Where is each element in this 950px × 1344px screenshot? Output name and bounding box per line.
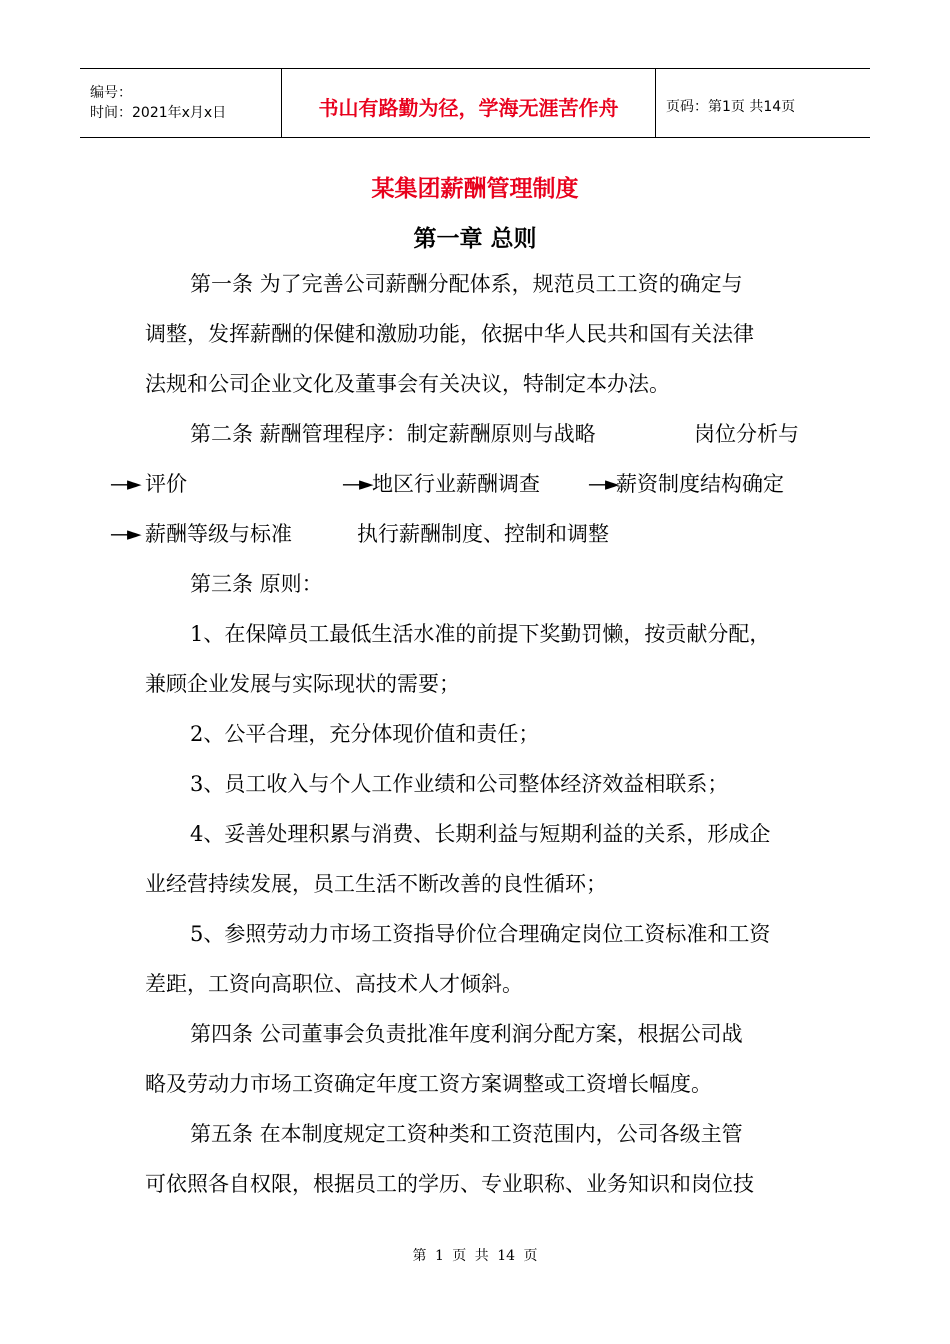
article3-p5-line1: 5、参照劳动力市场工资指导价位合理确定岗位工资标准和工资: [190, 922, 771, 946]
header-meta-cell: [80, 69, 282, 137]
article4-line1: 第四条 公司董事会负责批准年度利润分配方案，根据公司战: [190, 1022, 743, 1046]
article1-line1: 第一条 为了完善公司薪酬分配体系，规范员工工资的确定与: [190, 272, 743, 296]
process-step-execute: 执行薪酬制度、控制和调整: [357, 522, 609, 546]
process-step-job-analysis: 岗位分析与: [694, 422, 799, 446]
document-number-label: 编号：: [90, 85, 132, 101]
header-page-label: 页码：第1页 共14页: [666, 99, 796, 115]
header-motto-cell: [282, 69, 656, 137]
article2-intro: 第二条 薪酬管理程序：制定薪酬原则与战略: [190, 422, 596, 446]
article4-line2: 略及劳动力市场工资确定年度工资方案调整或工资增长幅度。: [145, 1072, 712, 1096]
process-step-survey: 地区行业薪酬调查: [372, 472, 540, 496]
article3-heading: 第三条 原则：: [190, 572, 323, 596]
page-footer: 第 1 页 共 14 页: [412, 1248, 538, 1264]
process-arrow-icon: —►: [110, 473, 140, 495]
article3-p4-line1: 4、妥善处理积累与消费、长期利益与短期利益的关系，形成企: [190, 822, 771, 846]
article3-p4-line2: 业经营持续发展，员工生活不断改善的良性循环；: [145, 872, 607, 896]
header-page-cell: [656, 69, 870, 137]
process-step-evaluation: 评价: [145, 472, 187, 496]
document-header: [80, 68, 870, 138]
header-motto: 书山有路勤为径，学海无涯苦作舟: [318, 95, 619, 120]
article3-p5-line2: 差距，工资向高职位、高技术人才倾斜。: [145, 972, 523, 996]
article5-line2: 可依照各自权限，根据员工的学历、专业职称、业务知识和岗位技: [145, 1172, 754, 1196]
process-step-grades: 薪酬等级与标准: [145, 522, 292, 546]
article1-line2: 调整，发挥薪酬的保健和激励功能，依据中华人民共和国有关法律: [145, 322, 754, 346]
article1-line3: 法规和公司企业文化及董事会有关决议，特制定本办法。: [145, 372, 670, 396]
process-step-structure: 薪资制度结构确定: [616, 472, 784, 496]
chapter-heading: 第一章 总则: [413, 226, 537, 252]
article2-row1: [110, 420, 810, 448]
process-arrow-icon: —►: [588, 473, 618, 495]
article2-row3: [110, 520, 810, 548]
article3-p1-line1: 1、在保障员工最低生活水准的前提下奖勤罚懒，按贡献分配，: [190, 622, 771, 646]
article5-line1: 第五条 在本制度规定工资种类和工资范围内，公司各级主管: [190, 1122, 743, 1146]
document-time-label: 时间：2021年x月x日: [90, 105, 227, 121]
article3-p1-line2: 兼顾企业发展与实际现状的需要；: [145, 672, 460, 696]
process-arrow-icon: —►: [110, 523, 140, 545]
process-arrow-icon: —►: [342, 473, 372, 495]
document-title: 某集团薪酬管理制度: [371, 176, 579, 202]
article3-p3: 3、员工收入与个人工作业绩和公司整体经济效益相联系；: [190, 772, 729, 796]
article3-p2: 2、公平合理，充分体现价值和责任；: [190, 722, 540, 746]
article2-row2: [110, 470, 810, 498]
